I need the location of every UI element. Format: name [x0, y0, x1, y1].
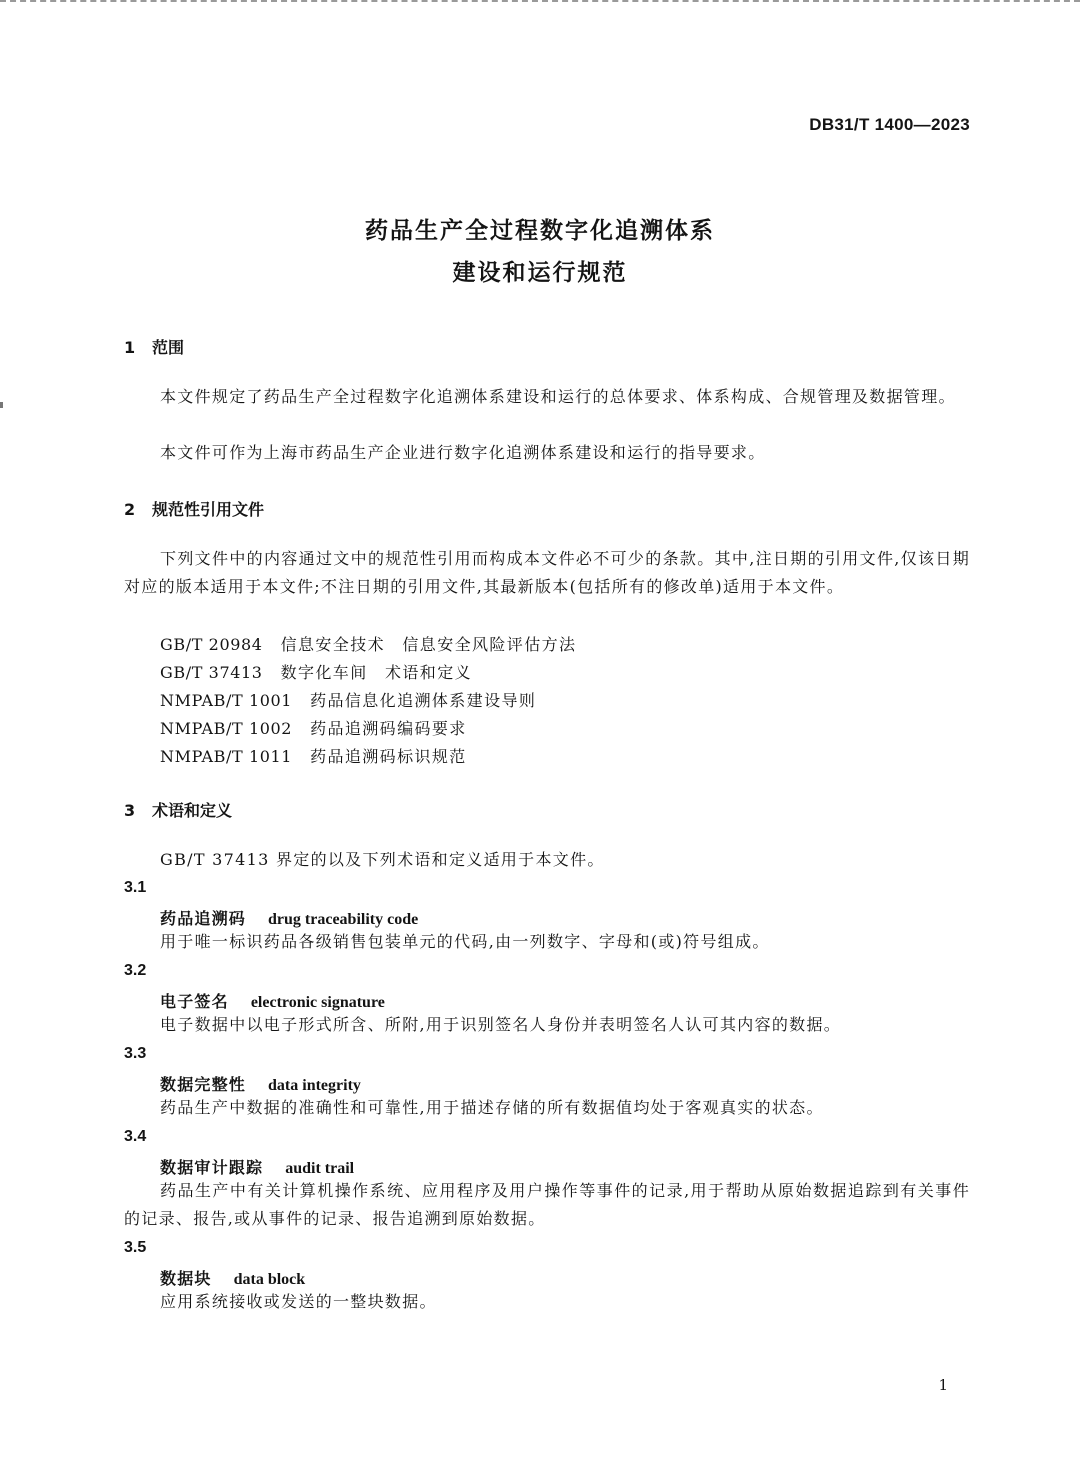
- document-number: DB31/T 1400—2023: [809, 115, 970, 134]
- reference-code: NMPAB/T 1002: [160, 719, 293, 738]
- term-number: 3.3: [124, 1045, 147, 1062]
- reference-title: 药品信息化追溯体系建设导则: [310, 691, 537, 710]
- reference-title: 药品追溯码标识规范: [310, 747, 467, 766]
- scan-edge-mark: [0, 402, 3, 408]
- term-heading: [160, 1072, 361, 1095]
- section-2-paragraph-1: 下列文件中的内容通过文中的规范性引用而构成本文件必不可少的条款。其中,注日期的引用文件,仅该日期对应的版本适用于本文件;不注日期的引用文件,其最新版本(包括所有的修改单)适用于本文件。: [124, 549, 970, 596]
- term-heading: [160, 989, 385, 1012]
- section-1-heading: [124, 335, 184, 358]
- term-english: data integrity: [268, 1077, 361, 1094]
- term-definition: 应用系统接收或发送的一整块数据。: [160, 1292, 437, 1311]
- term-heading: [160, 1155, 354, 1178]
- reference-title: 信息安全技术 信息安全风险评估方法: [280, 635, 577, 654]
- section-3-heading: [124, 798, 232, 821]
- reference-code: NMPAB/T 1001: [160, 691, 293, 710]
- term-definition: 电子数据中以电子形式所含、所附,用于识别签名人身份并表明签名人认可其内容的数据。: [160, 1015, 842, 1034]
- section-title: 术语和定义: [152, 801, 233, 820]
- term-definition: 药品生产中数据的准确性和可靠性,用于描述存储的所有数据值均处于客观真实的状态。: [160, 1098, 824, 1117]
- term-chinese: 数据块: [160, 1269, 212, 1288]
- term-english: data block: [233, 1271, 306, 1288]
- reference-item: [160, 660, 472, 683]
- section-1-paragraph-2: 本文件可作为上海市药品生产企业进行数字化追溯体系建设和运行的指导要求。: [160, 443, 766, 462]
- reference-title: 数字化车间 术语和定义: [280, 663, 472, 682]
- section-title: 规范性引用文件: [152, 500, 265, 519]
- section-3-paragraph-1: GB/T 37413 界定的以及下列术语和定义适用于本文件。: [160, 850, 605, 869]
- document-title-line1: 药品生产全过程数字化追溯体系: [365, 218, 715, 244]
- reference-item: [160, 688, 536, 711]
- term-definition: 用于唯一标识药品各级销售包装单元的代码,由一列数字、字母和(或)符号组成。: [160, 932, 770, 951]
- term-chinese: 数据审计跟踪: [160, 1158, 264, 1177]
- term-number: 3.2: [124, 962, 147, 979]
- term-number: 3.1: [124, 879, 147, 896]
- term-english: drug traceability code: [268, 911, 419, 928]
- section-number: 1: [124, 338, 136, 357]
- section-number: 3: [124, 801, 136, 820]
- term-heading: [160, 1266, 305, 1289]
- term-heading: [160, 906, 418, 929]
- reference-code: NMPAB/T 1011: [160, 747, 293, 766]
- term-definition: 药品生产中有关计算机操作系统、应用程序及用户操作等事件的记录,用于帮助从原始数据追踪到有关事件的记录、报告,或从事件的记录、报告追溯到原始数据。: [124, 1181, 970, 1228]
- reference-item: [160, 632, 576, 655]
- reference-item: [160, 716, 467, 739]
- reference-title: 药品追溯码编码要求: [310, 719, 467, 738]
- reference-item: [160, 744, 467, 767]
- page-number: 1: [938, 1376, 948, 1394]
- reference-code: GB/T 37413: [160, 663, 263, 682]
- section-1-paragraph-1: 本文件规定了药品生产全过程数字化追溯体系建设和运行的总体要求、体系构成、合规管理及数据管理。: [160, 387, 956, 406]
- section-number: 2: [124, 500, 136, 519]
- reference-code: GB/T 20984: [160, 635, 263, 654]
- term-chinese: 电子签名: [160, 992, 229, 1011]
- term-number: 3.4: [124, 1128, 147, 1145]
- document-title-line2: 建设和运行规范: [452, 260, 628, 286]
- term-number: 3.5: [124, 1239, 147, 1256]
- term-chinese: 药品追溯码: [160, 909, 247, 928]
- section-2-heading: [124, 497, 264, 520]
- term-english: audit trail: [285, 1160, 355, 1177]
- term-english: electronic signature: [250, 994, 385, 1011]
- term-chinese: 数据完整性: [160, 1075, 247, 1094]
- section-title: 范围: [152, 338, 185, 357]
- scan-top-border: [0, 0, 1080, 2]
